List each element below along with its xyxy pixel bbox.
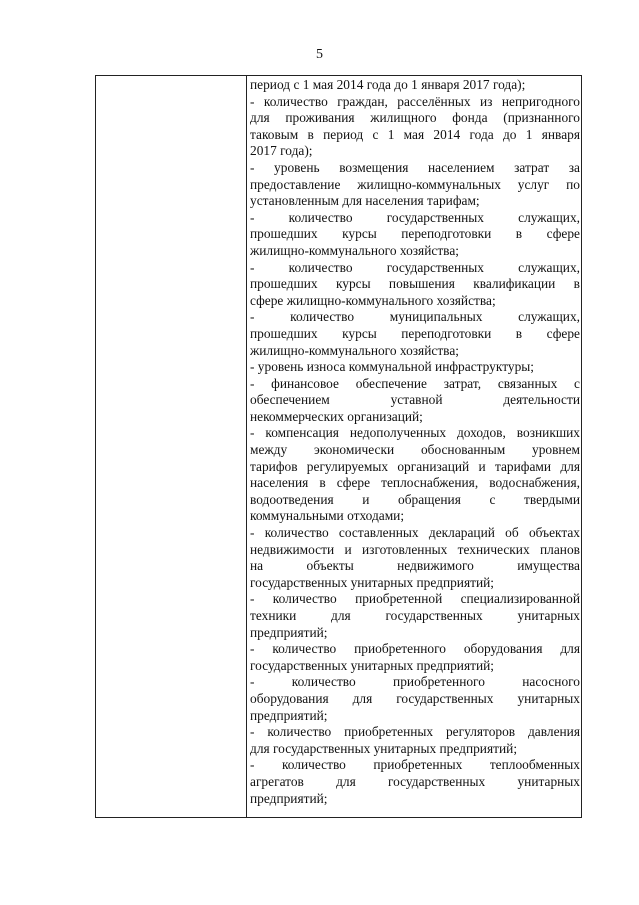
- text-line: предприятий;: [250, 707, 328, 723]
- text-line: - количество приобретенного оборудования для: [250, 641, 580, 657]
- text-line: жилищно-коммунального хозяйства;: [250, 342, 459, 358]
- text-line: - количество приобретенного насосного: [250, 674, 580, 690]
- text-line: таковым в период с 1 мая 2014 года до 1 января: [250, 126, 580, 142]
- text-line: для государственных унитарных предприятий;: [250, 740, 518, 756]
- text-line: между экономически обоснованным уровнем: [250, 442, 580, 458]
- text-line: 2017 года);: [250, 143, 313, 159]
- text-line: государственных унитарных предприятий;: [250, 657, 495, 673]
- text-line: - количество приобретенных регуляторов давления: [250, 724, 580, 740]
- text-line: некоммерческих организаций;: [250, 408, 423, 424]
- text-line: - количество граждан, расселённых из непригодного: [250, 93, 580, 109]
- text-line: обеспечением уставной деятельности: [250, 392, 580, 408]
- page-number: 5: [316, 47, 323, 62]
- text-line: прошедших курсы переподготовки в сфере: [250, 325, 580, 341]
- text-line: предоставление жилищно-коммунальных услуг по: [250, 176, 580, 192]
- table-right-cell: [247, 76, 583, 817]
- text-line: коммунальными отходами;: [250, 508, 405, 524]
- text-line: - количество составленных деклараций об объектах: [250, 525, 580, 541]
- text-line: - количество государственных служащих,: [250, 209, 580, 225]
- text-line: - количество муниципальных служащих,: [250, 309, 580, 325]
- text-line: предприятий;: [250, 624, 328, 640]
- text-line: прошедших курсы повышения квалификации в: [250, 276, 580, 292]
- document-table: [95, 75, 582, 818]
- text-line: жилищно-коммунального хозяйства;: [250, 242, 459, 258]
- text-line: - финансовое обеспечение затрат, связанных с: [250, 375, 580, 391]
- text-line: период с 1 мая 2014 года до 1 января 2017 года);: [250, 77, 526, 92]
- text-line: сфере жилищно-коммунального хозяйства;: [250, 292, 496, 308]
- text-line: на объекты недвижимого имущества: [250, 558, 580, 574]
- table-left-cell: [96, 76, 246, 817]
- text-line: установленным для населения тарифам;: [250, 193, 480, 209]
- text-line: - компенсация недополученных доходов, возникших: [250, 425, 580, 441]
- text-line: недвижимости и изготовленных технических планов: [250, 541, 580, 557]
- text-line: техники для государственных унитарных: [250, 608, 580, 623]
- text-line: прошедших курсы переподготовки в сфере: [250, 226, 580, 242]
- text-line: водоотведения и обращения с твердыми: [250, 491, 580, 507]
- text-line: предприятий;: [250, 790, 328, 806]
- text-line: агрегатов для государственных унитарных: [250, 773, 580, 789]
- text-line: - уровень возмещения населением затрат за: [250, 159, 580, 175]
- text-line: - количество государственных служащих,: [250, 259, 580, 275]
- text-line: - количество приобретенной специализированной: [250, 591, 580, 607]
- text-line: населения в сфере теплоснабжения, водоснабжения,: [250, 475, 580, 491]
- text-line: государственных унитарных предприятий;: [250, 574, 495, 590]
- text-line: - уровень износа коммунальной инфраструктуры;: [250, 359, 534, 375]
- text-line: тарифов регулируемых организаций и тарифами для: [250, 458, 580, 474]
- text-line: оборудования для государственных унитарных: [250, 690, 580, 706]
- text-line: для проживания жилищного фонда (признанного: [250, 110, 580, 126]
- text-line: - количество приобретенных теплообменных: [250, 757, 580, 773]
